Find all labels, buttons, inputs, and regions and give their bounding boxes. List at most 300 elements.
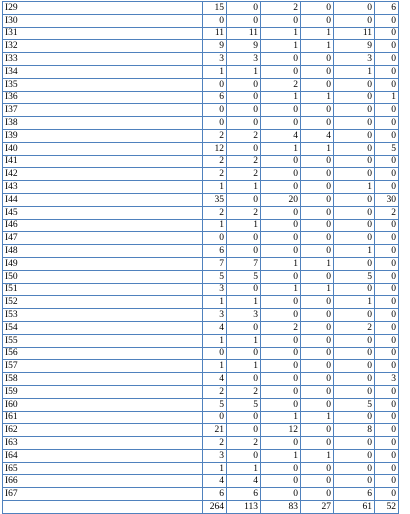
value-cell: 0 <box>301 65 334 78</box>
value-cell: 5 <box>227 270 261 283</box>
value-cell: 0 <box>227 245 261 258</box>
value-cell: 0 <box>375 296 399 309</box>
value-cell: 2 <box>227 385 261 398</box>
value-cell: 0 <box>227 142 261 155</box>
value-cell: 2 <box>203 385 227 398</box>
value-cell: 0 <box>227 411 261 424</box>
value-cell: 52 <box>375 501 399 514</box>
value-cell: 0 <box>301 488 334 501</box>
table-row <box>3 309 399 322</box>
table-row <box>3 155 399 168</box>
table-row <box>3 334 399 347</box>
table-row <box>3 104 399 117</box>
row-id-cell: I48 <box>3 245 203 258</box>
value-cell: 1 <box>227 360 261 373</box>
value-cell: 0 <box>203 232 227 245</box>
value-cell: 0 <box>261 488 301 501</box>
value-cell: 0 <box>261 437 301 450</box>
value-cell: 1 <box>203 334 227 347</box>
table-row <box>3 245 399 258</box>
value-cell: 0 <box>301 193 334 206</box>
value-cell: 0 <box>375 437 399 450</box>
value-cell: 1 <box>375 91 399 104</box>
table-row <box>3 53 399 66</box>
value-cell: 0 <box>227 373 261 386</box>
value-cell: 0 <box>334 385 375 398</box>
value-cell: 5 <box>203 398 227 411</box>
value-cell: 0 <box>375 283 399 296</box>
value-cell: 0 <box>301 360 334 373</box>
value-cell: 0 <box>375 475 399 488</box>
value-cell: 0 <box>334 168 375 181</box>
value-cell: 0 <box>261 462 301 475</box>
row-id-cell: I52 <box>3 296 203 309</box>
row-id-cell: I65 <box>3 462 203 475</box>
value-cell: 0 <box>261 104 301 117</box>
value-cell: 0 <box>334 2 375 15</box>
row-id-cell: I46 <box>3 219 203 232</box>
value-cell: 0 <box>334 360 375 373</box>
value-cell: 0 <box>375 309 399 322</box>
table-row <box>3 91 399 104</box>
value-cell: 0 <box>261 373 301 386</box>
value-cell: 0 <box>334 257 375 270</box>
table-row <box>3 27 399 40</box>
value-cell: 4 <box>261 129 301 142</box>
row-id-cell: I32 <box>3 40 203 53</box>
value-cell: 6 <box>203 488 227 501</box>
value-cell: 3 <box>375 373 399 386</box>
value-cell: 0 <box>301 78 334 91</box>
value-cell: 0 <box>375 334 399 347</box>
value-cell: 35 <box>203 193 227 206</box>
value-cell: 0 <box>227 449 261 462</box>
value-cell: 0 <box>301 155 334 168</box>
table-body <box>3 2 399 514</box>
value-cell: 3 <box>203 449 227 462</box>
row-id-cell: I58 <box>3 373 203 386</box>
value-cell: 0 <box>301 14 334 27</box>
value-cell: 0 <box>334 91 375 104</box>
value-cell: 0 <box>334 475 375 488</box>
value-cell: 6 <box>203 91 227 104</box>
row-id-cell: I47 <box>3 232 203 245</box>
value-cell: 0 <box>261 475 301 488</box>
value-cell: 0 <box>375 449 399 462</box>
table-row <box>3 321 399 334</box>
value-cell: 0 <box>375 40 399 53</box>
row-id-cell: I41 <box>3 155 203 168</box>
value-cell: 11 <box>227 27 261 40</box>
value-cell: 2 <box>261 78 301 91</box>
value-cell: 8 <box>334 424 375 437</box>
value-cell: 4 <box>203 373 227 386</box>
value-cell: 83 <box>261 501 301 514</box>
value-cell: 1 <box>227 219 261 232</box>
value-cell: 2 <box>334 321 375 334</box>
value-cell: 2 <box>261 2 301 15</box>
row-id-cell: I62 <box>3 424 203 437</box>
value-cell: 0 <box>375 462 399 475</box>
row-id-cell: I50 <box>3 270 203 283</box>
value-cell: 0 <box>301 117 334 130</box>
value-cell: 0 <box>375 270 399 283</box>
value-cell: 0 <box>334 449 375 462</box>
row-id-cell: I35 <box>3 78 203 91</box>
table-row <box>3 283 399 296</box>
value-cell: 3 <box>203 53 227 66</box>
value-cell: 0 <box>203 78 227 91</box>
value-cell: 2 <box>227 206 261 219</box>
value-cell: 0 <box>261 14 301 27</box>
value-cell: 1 <box>261 283 301 296</box>
value-cell: 0 <box>334 129 375 142</box>
value-cell: 1 <box>261 411 301 424</box>
value-cell: 0 <box>375 411 399 424</box>
value-cell: 1 <box>301 283 334 296</box>
value-cell: 0 <box>227 117 261 130</box>
table-row <box>3 142 399 155</box>
table-row <box>3 65 399 78</box>
value-cell: 2 <box>227 437 261 450</box>
totals-row <box>3 501 399 514</box>
value-cell: 0 <box>227 283 261 296</box>
value-cell: 3 <box>203 283 227 296</box>
value-cell: 0 <box>261 206 301 219</box>
value-cell: 0 <box>334 373 375 386</box>
value-cell: 0 <box>334 232 375 245</box>
value-cell: 0 <box>261 53 301 66</box>
value-cell: 0 <box>301 206 334 219</box>
value-cell: 0 <box>375 424 399 437</box>
row-id-cell: I55 <box>3 334 203 347</box>
value-cell: 1 <box>203 181 227 194</box>
value-cell: 0 <box>375 488 399 501</box>
value-cell: 6 <box>203 245 227 258</box>
value-cell: 0 <box>301 373 334 386</box>
value-cell: 1 <box>261 449 301 462</box>
value-cell: 0 <box>375 168 399 181</box>
table-row <box>3 437 399 450</box>
row-id-cell: I54 <box>3 321 203 334</box>
table-row <box>3 296 399 309</box>
value-cell: 1 <box>301 40 334 53</box>
value-cell: 0 <box>261 65 301 78</box>
value-cell: 1 <box>334 65 375 78</box>
row-id-cell: I34 <box>3 65 203 78</box>
value-cell: 0 <box>227 104 261 117</box>
value-cell: 0 <box>334 206 375 219</box>
table-row <box>3 475 399 488</box>
value-cell: 264 <box>203 501 227 514</box>
table-row <box>3 232 399 245</box>
value-cell: 1 <box>203 462 227 475</box>
value-cell: 0 <box>334 462 375 475</box>
value-cell: 1 <box>227 65 261 78</box>
value-cell: 7 <box>203 257 227 270</box>
value-cell: 0 <box>301 104 334 117</box>
value-cell: 0 <box>203 347 227 360</box>
value-cell: 1 <box>301 27 334 40</box>
value-cell: 1 <box>301 449 334 462</box>
row-id-cell: I38 <box>3 117 203 130</box>
table-row <box>3 219 399 232</box>
value-cell: 3 <box>227 53 261 66</box>
value-cell: 15 <box>203 2 227 15</box>
value-cell: 0 <box>334 309 375 322</box>
value-cell: 6 <box>375 2 399 15</box>
value-cell: 1 <box>334 296 375 309</box>
value-cell: 4 <box>301 129 334 142</box>
value-cell: 0 <box>375 219 399 232</box>
table-row <box>3 411 399 424</box>
value-cell: 0 <box>334 142 375 155</box>
value-cell: 0 <box>203 104 227 117</box>
table-row <box>3 373 399 386</box>
value-cell: 0 <box>301 309 334 322</box>
row-id-cell: I40 <box>3 142 203 155</box>
value-cell: 0 <box>261 245 301 258</box>
value-cell: 0 <box>334 411 375 424</box>
value-cell: 0 <box>301 232 334 245</box>
row-id-cell: I51 <box>3 283 203 296</box>
table-row <box>3 462 399 475</box>
value-cell: 0 <box>301 2 334 15</box>
row-id-cell: I64 <box>3 449 203 462</box>
value-cell: 0 <box>334 104 375 117</box>
value-cell: 0 <box>261 385 301 398</box>
value-cell: 1 <box>261 142 301 155</box>
value-cell: 2 <box>203 437 227 450</box>
value-cell: 2 <box>227 155 261 168</box>
value-cell: 0 <box>375 155 399 168</box>
value-cell: 0 <box>301 424 334 437</box>
value-cell: 1 <box>203 360 227 373</box>
value-cell: 12 <box>261 424 301 437</box>
value-cell: 0 <box>203 117 227 130</box>
value-cell: 5 <box>334 270 375 283</box>
row-id-cell: I31 <box>3 27 203 40</box>
table-row <box>3 385 399 398</box>
table-row <box>3 449 399 462</box>
row-id-cell: I43 <box>3 181 203 194</box>
value-cell: 0 <box>375 65 399 78</box>
row-id-cell: I60 <box>3 398 203 411</box>
value-cell: 0 <box>261 168 301 181</box>
value-cell: 0 <box>334 437 375 450</box>
row-id-cell: I33 <box>3 53 203 66</box>
value-cell: 0 <box>261 334 301 347</box>
value-cell: 2 <box>227 129 261 142</box>
table-row <box>3 347 399 360</box>
value-cell: 0 <box>301 385 334 398</box>
value-cell: 0 <box>227 91 261 104</box>
table-row <box>3 40 399 53</box>
value-cell: 0 <box>301 321 334 334</box>
value-cell: 0 <box>301 475 334 488</box>
value-cell: 0 <box>227 2 261 15</box>
value-cell: 0 <box>334 155 375 168</box>
value-cell: 11 <box>203 27 227 40</box>
table-row <box>3 398 399 411</box>
value-cell: 0 <box>227 232 261 245</box>
value-cell: 2 <box>203 155 227 168</box>
value-cell: 0 <box>334 117 375 130</box>
value-cell: 1 <box>203 65 227 78</box>
value-cell: 0 <box>301 398 334 411</box>
row-id-cell: I39 <box>3 129 203 142</box>
value-cell: 0 <box>227 14 261 27</box>
value-cell: 1 <box>261 40 301 53</box>
value-cell: 6 <box>334 488 375 501</box>
value-cell: 0 <box>301 219 334 232</box>
value-cell: 0 <box>375 53 399 66</box>
value-cell: 0 <box>375 321 399 334</box>
table-row <box>3 181 399 194</box>
value-cell: 1 <box>261 91 301 104</box>
value-cell: 0 <box>227 424 261 437</box>
value-cell: 27 <box>301 501 334 514</box>
value-cell: 0 <box>261 155 301 168</box>
value-cell: 0 <box>375 245 399 258</box>
data-table-container <box>2 1 399 514</box>
row-id-cell: I61 <box>3 411 203 424</box>
value-cell: 0 <box>301 270 334 283</box>
value-cell: 0 <box>261 309 301 322</box>
value-cell: 1 <box>261 27 301 40</box>
table-row <box>3 193 399 206</box>
value-cell: 9 <box>203 40 227 53</box>
row-id-cell: I45 <box>3 206 203 219</box>
value-cell: 0 <box>301 296 334 309</box>
value-cell: 0 <box>375 385 399 398</box>
value-cell: 20 <box>261 193 301 206</box>
data-table <box>2 1 399 514</box>
value-cell: 1 <box>334 245 375 258</box>
value-cell: 0 <box>334 78 375 91</box>
value-cell: 1 <box>227 334 261 347</box>
value-cell: 0 <box>334 347 375 360</box>
value-cell: 2 <box>203 168 227 181</box>
value-cell: 0 <box>301 53 334 66</box>
value-cell: 0 <box>375 27 399 40</box>
value-cell: 0 <box>375 347 399 360</box>
value-cell: 1 <box>203 219 227 232</box>
table-row <box>3 117 399 130</box>
value-cell: 0 <box>227 321 261 334</box>
value-cell: 0 <box>261 347 301 360</box>
value-cell: 0 <box>301 168 334 181</box>
value-cell: 0 <box>375 14 399 27</box>
value-cell: 0 <box>334 283 375 296</box>
value-cell: 0 <box>261 232 301 245</box>
value-cell: 1 <box>227 181 261 194</box>
value-cell: 0 <box>375 232 399 245</box>
value-cell: 12 <box>203 142 227 155</box>
value-cell: 21 <box>203 424 227 437</box>
value-cell: 61 <box>334 501 375 514</box>
row-id-cell: I67 <box>3 488 203 501</box>
value-cell: 0 <box>334 193 375 206</box>
value-cell: 0 <box>301 347 334 360</box>
value-cell: 5 <box>334 398 375 411</box>
value-cell: 0 <box>227 347 261 360</box>
value-cell: 0 <box>301 245 334 258</box>
value-cell: 0 <box>261 398 301 411</box>
value-cell: 0 <box>227 78 261 91</box>
value-cell: 7 <box>227 257 261 270</box>
value-cell: 6 <box>227 488 261 501</box>
table-row <box>3 168 399 181</box>
value-cell: 0 <box>301 334 334 347</box>
value-cell: 1 <box>334 181 375 194</box>
value-cell: 0 <box>375 129 399 142</box>
table-row <box>3 2 399 15</box>
value-cell: 0 <box>334 219 375 232</box>
value-cell: 0 <box>261 296 301 309</box>
table-row <box>3 129 399 142</box>
row-id-cell: I59 <box>3 385 203 398</box>
value-cell: 0 <box>375 398 399 411</box>
value-cell: 0 <box>375 360 399 373</box>
value-cell: 3 <box>203 309 227 322</box>
row-id-cell: I42 <box>3 168 203 181</box>
value-cell: 1 <box>261 257 301 270</box>
value-cell: 1 <box>203 296 227 309</box>
value-cell: 1 <box>301 257 334 270</box>
value-cell: 0 <box>301 181 334 194</box>
value-cell: 0 <box>375 257 399 270</box>
row-id-cell: I53 <box>3 309 203 322</box>
row-id-cell: I49 <box>3 257 203 270</box>
value-cell: 5 <box>203 270 227 283</box>
value-cell: 0 <box>375 181 399 194</box>
value-cell: 0 <box>261 117 301 130</box>
value-cell: 0 <box>334 14 375 27</box>
table-row <box>3 488 399 501</box>
value-cell: 0 <box>227 193 261 206</box>
value-cell: 4 <box>203 475 227 488</box>
value-cell: 4 <box>227 475 261 488</box>
row-id-cell: I44 <box>3 193 203 206</box>
value-cell: 0 <box>203 411 227 424</box>
value-cell: 0 <box>261 270 301 283</box>
row-id-cell: I29 <box>3 2 203 15</box>
value-cell: 2 <box>375 206 399 219</box>
value-cell: 9 <box>334 40 375 53</box>
value-cell: 1 <box>301 142 334 155</box>
row-id-cell <box>3 501 203 514</box>
value-cell: 0 <box>261 181 301 194</box>
row-id-cell: I37 <box>3 104 203 117</box>
value-cell: 30 <box>375 193 399 206</box>
value-cell: 3 <box>334 53 375 66</box>
value-cell: 0 <box>301 462 334 475</box>
value-cell: 5 <box>227 398 261 411</box>
value-cell: 3 <box>227 309 261 322</box>
table-row <box>3 78 399 91</box>
value-cell: 0 <box>375 117 399 130</box>
table-row <box>3 270 399 283</box>
value-cell: 1 <box>227 462 261 475</box>
row-id-cell: I57 <box>3 360 203 373</box>
value-cell: 4 <box>203 321 227 334</box>
row-id-cell: I66 <box>3 475 203 488</box>
value-cell: 11 <box>334 27 375 40</box>
value-cell: 2 <box>203 206 227 219</box>
value-cell: 0 <box>261 360 301 373</box>
row-id-cell: I30 <box>3 14 203 27</box>
